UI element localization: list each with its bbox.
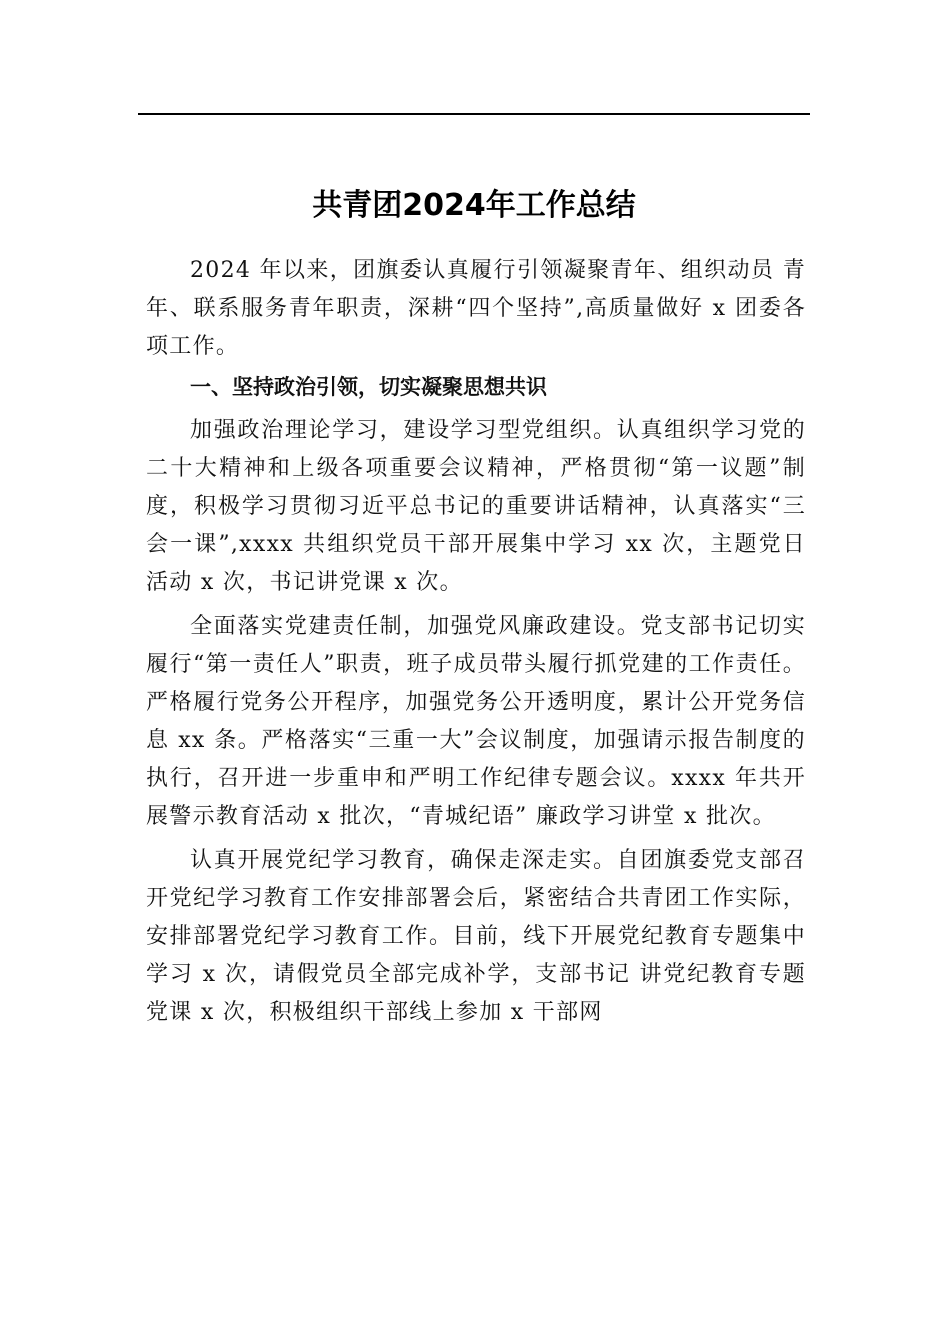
document-title: 共青团2024年工作总结 xyxy=(312,188,636,223)
section-heading: 一、坚持政治引领，切实凝聚思想共识 xyxy=(190,375,547,399)
header-rule xyxy=(138,113,810,115)
section-paragraph-1: 加强政治理论学习，建设学习型党组织。认真组织学习党的二十大精神和上级各项重要会议精神，严格贯彻“第一议题”制度，积极学习贯彻习近平总书记的重要讲话精神，认真落实“三会一课”,xxxx 共组织党员干部开展集中学习 xx 次，主题党日活动 x 次，书记讲党课 x 次。 xyxy=(146,418,806,595)
section-paragraph-3: 认真开展党纪学习教育，确保走深走实。自团旗委党支部召开党纪学习教育工作安排部署会后，紧密结合共青团工作实际，安排部署党纪学习教育工作。目前，线下开展党纪教育专题集中学习 x 次，请假党员全部完成补学，支部书记 讲党纪教育专题党课 x 次，积极组织干部线上参加 x 干部网 xyxy=(146,848,806,1025)
section-paragraph-2: 全面落实党建责任制，加强党风廉政建设。党支部书记切实履行“第一责任人”职责，班子成员带头履行抓党建的工作责任。严格履行党务公开程序，加强党务公开透明度，累计公开党务信息 xx 条。严格落实“三重一大”会议制度，加强请示报告制度的执行，召开进一步重申和严明工作纪律专题会议。xxxx 年共开展警示教育活动 x 批次，“青城纪语” 廉政学习讲堂 x 批次。 xyxy=(146,614,806,829)
document-body xyxy=(146,252,806,1032)
intro-paragraph: 2024 年以来，团旗委认真履行引领凝聚青年、组织动员 青年、联系服务青年职责，深耕“四个坚持”,高质量做好 x 团委各项工作。 xyxy=(146,258,806,359)
